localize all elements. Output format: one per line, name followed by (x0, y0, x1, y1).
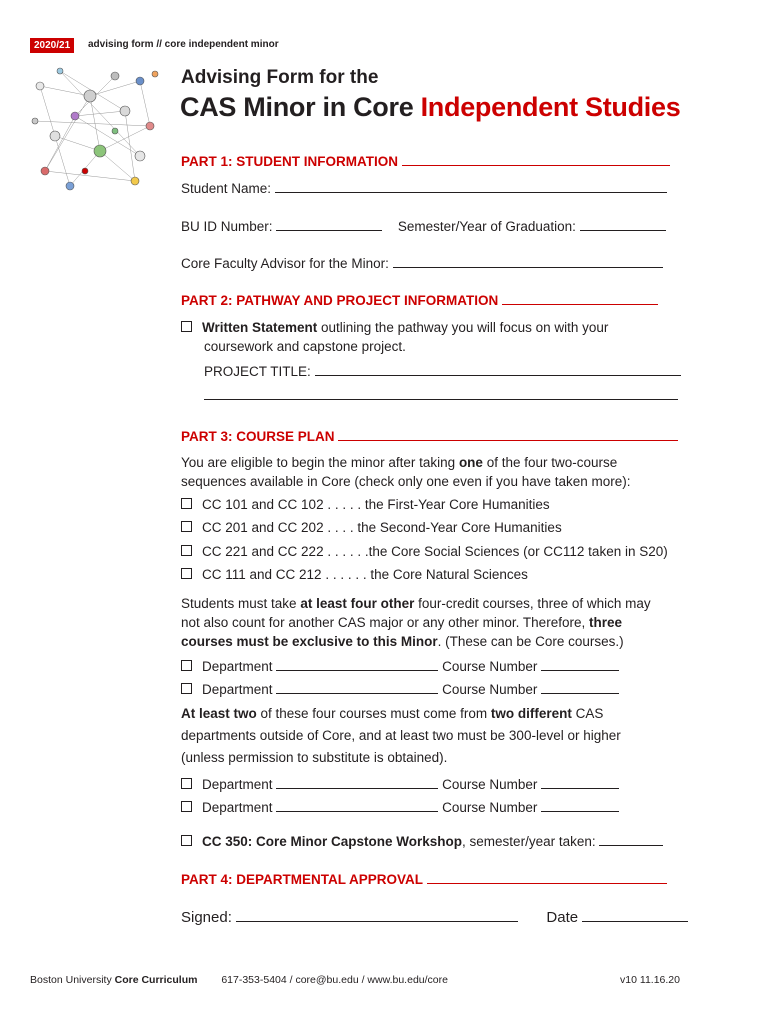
footer: Boston University Core Curriculum 617-353-5404 / core@bu.edu / www.bu.edu/core (30, 974, 448, 986)
title-black: CAS Minor in Core (180, 92, 414, 122)
semester-label: Semester/Year of Graduation: (397, 219, 576, 234)
department-field[interactable] (276, 657, 438, 671)
title-red: Independent Studies (420, 92, 681, 122)
advisor-row (181, 254, 663, 271)
requirement-text: Students must take at least four other four-credit courses, three of which may not also count for another CAS major or any other minor. Therefore, three courses must be exclusive to this Minor. (These can be Core courses.) (181, 596, 651, 649)
semester-field[interactable] (580, 217, 666, 231)
course-number-field[interactable] (541, 798, 619, 812)
sequence-checkbox-3[interactable] (181, 545, 192, 556)
footer-contact: 617-353-5404 / core@bu.edu / www.bu.edu/core (221, 974, 448, 986)
course-checkbox-4[interactable] (181, 801, 192, 812)
department-field[interactable] (276, 798, 438, 812)
advisor-label: Core Faculty Advisor for the Minor: (181, 256, 389, 271)
course-checkbox-1[interactable] (181, 660, 192, 671)
signature-field[interactable] (236, 906, 518, 922)
course-number-field[interactable] (541, 680, 619, 694)
advisor-field[interactable] (393, 254, 663, 268)
sequence-option: CC 221 and CC 222 . . . . . .the Core Social Sciences (or CC112 taken in S20) (181, 544, 668, 559)
project-title-row (204, 362, 681, 379)
course-row: Department Course Number (181, 680, 619, 697)
network-illustration (30, 66, 162, 196)
course-row: Department Course Number (181, 657, 619, 674)
two-departments-text: At least two of these four courses must come from two different CAS departments outside of Core, and at least two must be 300-level or higher (unless permission to substitute is obtained). (181, 706, 621, 765)
sequence-checkbox-4[interactable] (181, 568, 192, 579)
course-checkbox-2[interactable] (181, 683, 192, 694)
course-number-field[interactable] (541, 657, 619, 671)
capstone-semester-field[interactable] (599, 832, 663, 846)
written-statement-checkbox[interactable] (181, 321, 192, 332)
sequence-option: CC 101 and CC 102 . . . . . the First-Year Core Humanities (181, 497, 550, 512)
student-name-field[interactable] (275, 179, 667, 193)
version-label: v10 11.16.20 (620, 974, 680, 986)
project-title-field-2[interactable] (204, 386, 678, 403)
bu-id-row (181, 217, 666, 234)
sequence-checkbox-1[interactable] (181, 498, 192, 509)
project-title-field[interactable] (315, 362, 681, 376)
capstone-checkbox[interactable] (181, 835, 192, 846)
department-field[interactable] (276, 680, 438, 694)
signature-row (181, 906, 688, 926)
sequence-option: CC 111 and CC 212 . . . . . . the Core Natural Sciences (181, 567, 528, 582)
statement-line2: coursework and capstone project. (204, 339, 406, 354)
part2-heading: PART 2: PATHWAY AND PROJECT INFORMATION (181, 291, 658, 308)
part3-heading: PART 3: COURSE PLAN (181, 427, 678, 444)
course-checkbox-3[interactable] (181, 778, 192, 789)
sequence-option: CC 201 and CC 202 . . . . the Second-Year Core Humanities (181, 520, 562, 535)
year-badge: 2020/21 (30, 38, 74, 53)
student-name-row (181, 179, 667, 196)
capstone-row: CC 350: Core Minor Capstone Workshop, semester/year taken: (181, 832, 663, 849)
student-name-label: Student Name: (181, 181, 272, 196)
form-subtitle: Advising Form for the (181, 67, 379, 88)
part4-heading: PART 4: DEPARTMENTAL APPROVAL (181, 870, 667, 887)
form-title (180, 92, 680, 123)
written-statement-row: Written Statement outlining the pathway you will focus on with your (181, 320, 608, 335)
signed-label: Signed: (181, 909, 232, 926)
part1-heading: PART 1: STUDENT INFORMATION (181, 152, 670, 169)
bu-id-label: BU ID Number: (181, 219, 273, 234)
sequence-checkbox-2[interactable] (181, 521, 192, 532)
project-title-label: PROJECT TITLE: (204, 364, 311, 379)
date-field[interactable] (582, 906, 688, 922)
department-field[interactable] (276, 775, 438, 789)
course-row: Department Course Number (181, 775, 619, 792)
course-number-field[interactable] (541, 775, 619, 789)
date-label: Date (546, 909, 579, 926)
eligibility-text: You are eligible to begin the minor after taking one of the four two-course sequences available in Core (check only one even if you have taken more): (181, 455, 631, 489)
course-row: Department Course Number (181, 798, 619, 815)
bu-id-field[interactable] (276, 217, 382, 231)
breadcrumb: advising form // core independent minor (88, 39, 279, 50)
